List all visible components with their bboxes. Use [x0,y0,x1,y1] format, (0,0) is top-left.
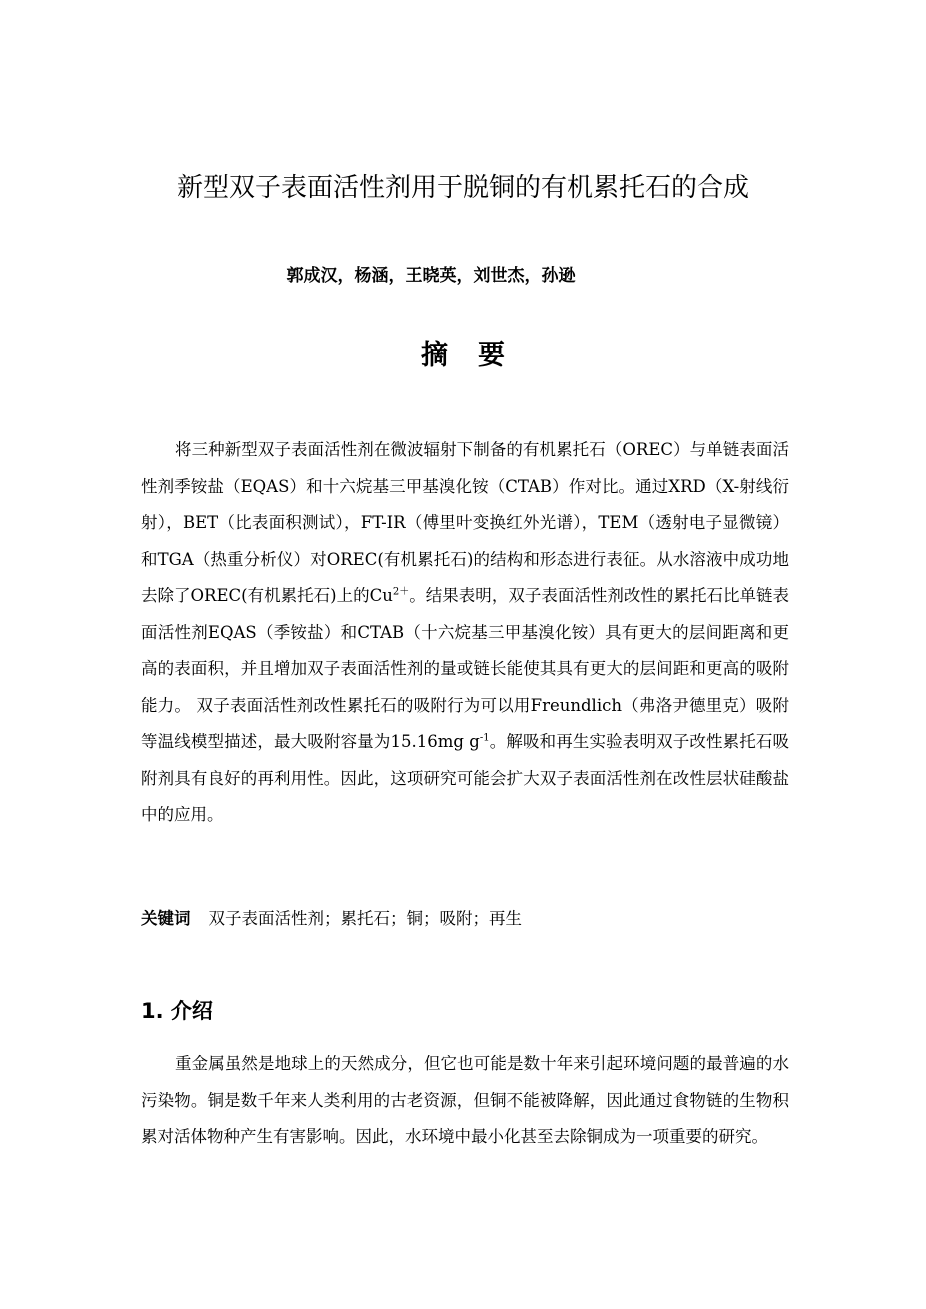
paper-title: 新型双子表面活性剂用于脱铜的有机累托石的合成 [176,173,749,203]
cu-charge-superscript: 2＋ [392,586,410,598]
keywords-label: 关键词 [141,909,191,928]
section-heading-introduction: 1. 介绍 [141,999,213,1023]
keywords-line [141,904,789,934]
author-list: 郭成汉，杨涵，王晓英，刘世杰，孙逊 [286,266,576,286]
abstract-heading: 摘要 [421,340,535,371]
abstract-text-part3: 。解吸和再生实验表明双子改性累托石吸附剂具有良好的再利用性。因此，这项研究可能会扩大双子表面活性剂在改性层状硅酸盐中的应用。 [141,732,789,824]
introduction-paragraph: 重金属虽然是地球上的天然成分，但它也可能是数十年来引起环境问题的最普遍的水污染物。铜是数千年来人类利用的古老资源，但铜不能被降解，因此通过食物链的生物积累对活体物种产生有害影响。因此，水环境中最小化甚至去除铜成为一项重要的研究。 [141,1054,789,1146]
keywords-text: 双子表面活性剂；累托石；铜；吸附；再生 [208,909,522,928]
abstract-paragraph [141,432,789,834]
abstract-text-part1: 将三种新型双子表面活性剂在微波辐射下制备的有机累托石（OREC）与单链表面活性剂季铵盐（EQAS）和十六烷基三甲基溴化铵（CTAB）作对比。通过XRD（X-射线衍射），BET（比表面积测试），FT-IR（傅里叶变换红外光谱），TEM（透射电子显微镜）和TGA（热重分析仪）对OREC(有机累托石)的结构和形态进行表征。从水溶液中成功地去除了OREC(有机累托石)上的Cu [141,440,789,605]
unit-superscript: -1 [479,732,490,744]
abstract-text-part2: 。结果表明，双子表面活性剂改性的累托石比单链表面活性剂EQAS（季铵盐）和CTAB（十六烷基三甲基溴化铵）具有更大的层间距离和更高的表面积，并且增加双子表面活性剂的量或链长能使其具有更大的层间距和更高的吸附能力。 双子表面活性剂改性累托石的吸附行为可以用Freundlich（弗洛尹德里克）吸附等温线模型描述，最大吸附容量为15.16mg g [141,586,789,751]
